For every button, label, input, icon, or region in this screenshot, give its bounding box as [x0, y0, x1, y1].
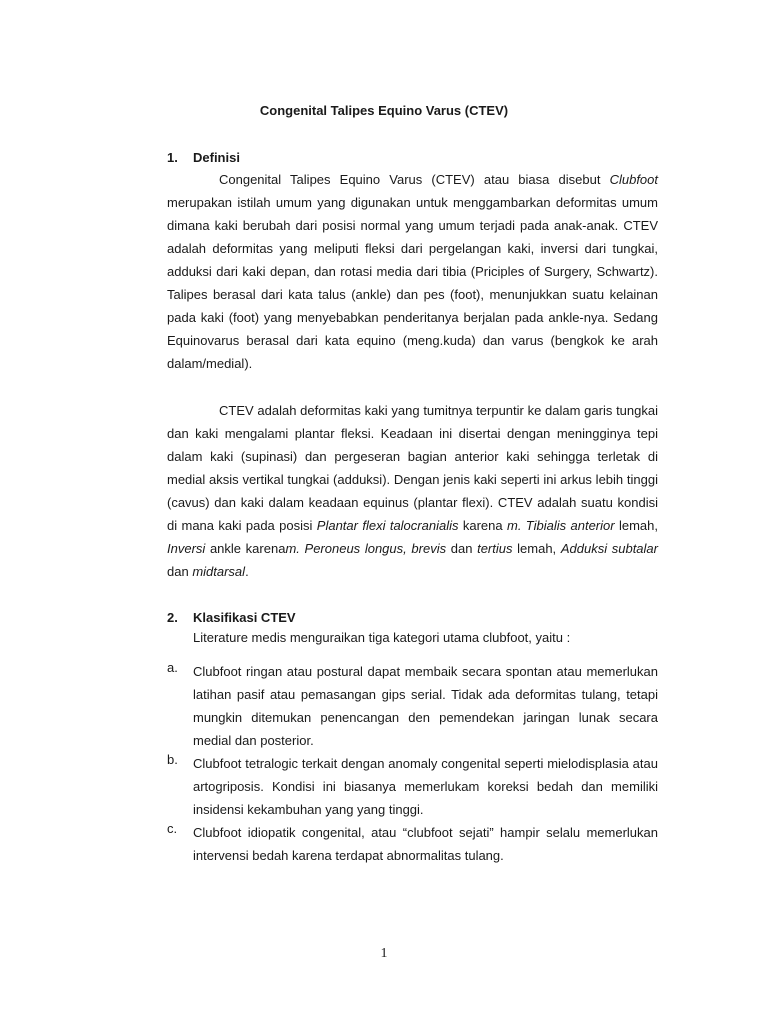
page-number: 1	[380, 946, 388, 961]
section-title: Definisi	[193, 150, 240, 165]
section-heading-definisi	[167, 150, 240, 165]
section-heading-klasifikasi	[167, 610, 296, 625]
list-marker: c.	[167, 821, 178, 836]
list-item-text: Clubfoot idiopatik congenital, atau “clubfoot sejati” hampir selalu memerlukan intervensi bedah karena terdapat abnormalitas tulang.	[193, 825, 658, 863]
paragraph-definisi-2: CTEV adalah deformitas kaki yang tumitnya terpuntir ke dalam garis tungkai dan kaki mengalami plantar fleksi. Keadaan ini disertai dengan meningginya tepi dalam kaki (supinasi) dan pergeseran bagian anterior kaki sehingga terletak di medial aksis vertikal tungkai (adduksi). Dengan jenis kaki seperti ini arkus lebih tinggi (cavus) dan kaki dalam keadaan equinus (plantar flexi). CTEV adalah suatu kondisi di mana kaki pada posisi Plantar flexi talocranialis karena m. Tibialis anterior lemah, Inversi ankle karenam. Peroneus longus, brevis dan tertius lemah, Adduksi subtalar dan midtarsal.	[167, 403, 658, 579]
list-marker: a.	[167, 660, 178, 675]
section-number: 1.	[167, 150, 178, 165]
list-marker: b.	[167, 752, 178, 767]
list-item-text: Clubfoot tetralogic terkait dengan anomaly congenital seperti mielodisplasia atau artogriposis. Kondisi ini biasanya memerlukam koreksi bedah dan memiliki insidensi kekambuhan yang yang tinggi.	[193, 756, 658, 817]
paragraph-definisi-1: Congenital Talipes Equino Varus (CTEV) atau biasa disebut Clubfoot merupakan istilah umum yang digunakan untuk menggambarkan deformitas umum dimana kaki berubah dari posisi normal yang umum terjadi pada anak-anak. CTEV adalah deformitas yang meliputi fleksi dari pergelangan kaki, inversi dari tungkai, adduksi dari kaki depan, dan rotasi media dari tibia (Priciples of Surgery, Schwartz). Talipes berasal dari kata talus (ankle) dan pes (foot), menunjukkan suatu kelainan pada kaki (foot) yang menyebabkan penderitanya berjalan pada ankle-nya. Sedang Equinovarus berasal dari kata equino (meng.kuda) dan varus (bengkok ke arah dalam/medial).	[167, 172, 658, 371]
document-title: Congenital Talipes Equino Varus (CTEV)	[259, 103, 509, 118]
section-title: Klasifikasi CTEV	[193, 610, 296, 625]
section-intro: Literature medis menguraikan tiga kategori utama clubfoot, yaitu :	[193, 630, 571, 645]
list-item-text: Clubfoot ringan atau postural dapat membaik secara spontan atau memerlukan latihan pasif atau pemasangan gips serial. Tidak ada deformitas tulang, tetapi mungkin ditemukan penencangan den pemendekan jaringan lunak secara medial dan posterior.	[193, 664, 658, 748]
section-number: 2.	[167, 610, 178, 625]
